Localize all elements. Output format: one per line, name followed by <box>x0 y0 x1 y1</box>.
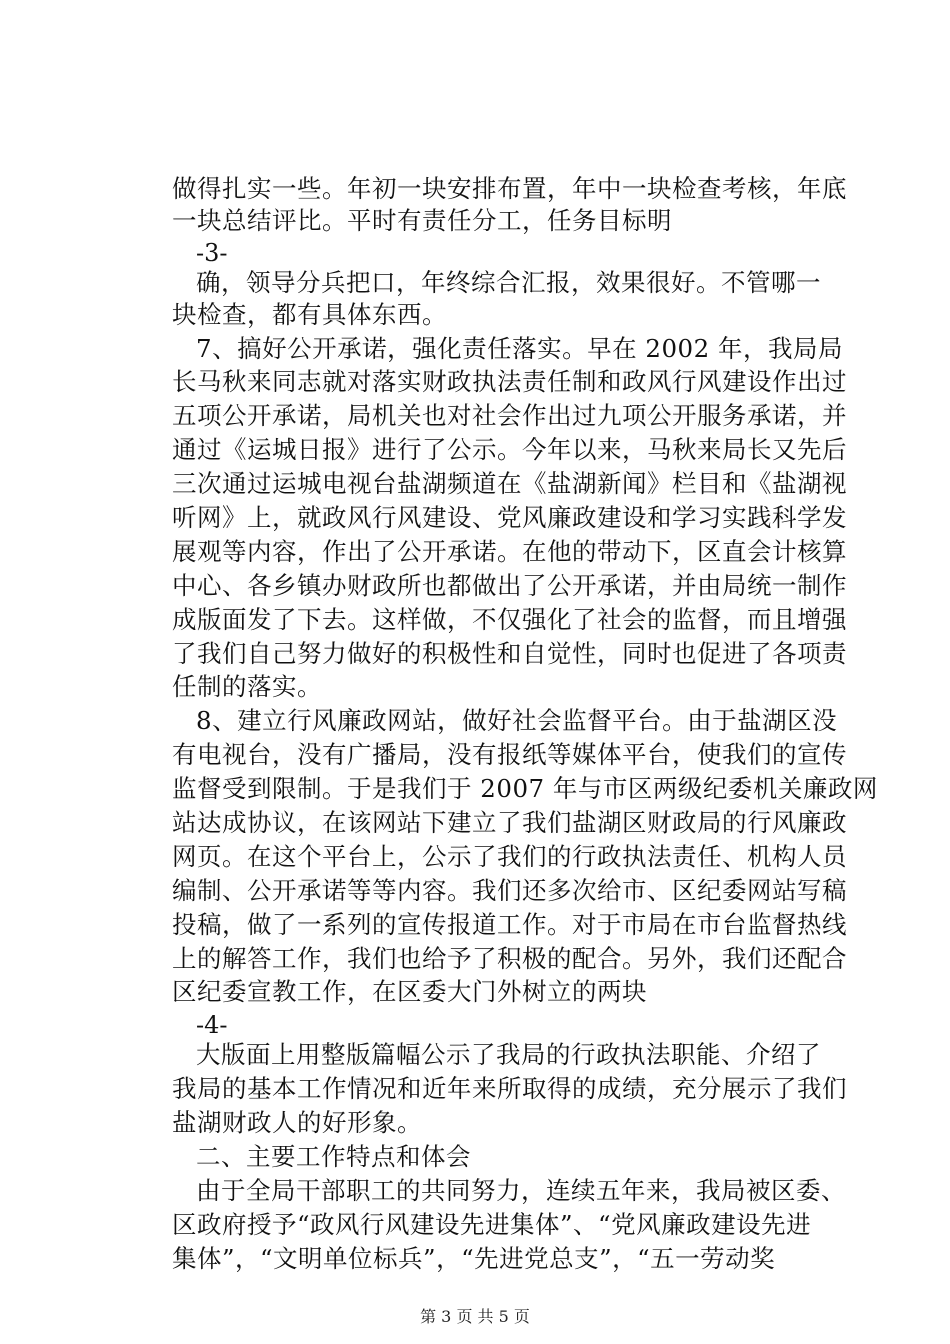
body-line: 集体”，“文明单位标兵”，“先进党总支”，“五一劳动奖 <box>172 1244 776 1273</box>
body-line: 有电视台，没有广播局，没有报纸等媒体平台，使我们的宣传 <box>172 740 847 769</box>
body-line: 一块总结评比。平时有责任分工，任务目标明 <box>172 206 672 235</box>
body-line: 通过《运城日报》进行了公示。今年以来，马秋来局长又先后 <box>172 435 847 464</box>
paragraph-start: 大版面上用整版篇幅公示了我局的行政执法职能、介绍了 <box>196 1040 821 1069</box>
paragraph-start: 由于全局干部职工的共同努力，连续五年来，我局被区委、 <box>196 1176 846 1205</box>
page-marker: -3- <box>196 239 228 267</box>
body-line: 上的解答工作，我们也给予了积极的配合。另外，我们还配合 <box>172 944 847 973</box>
body-line: 站达成协议，在该网站下建立了我们盐湖区财政局的行风廉政 <box>172 808 847 837</box>
body-line: 投稿，做了一系列的宣传报道工作。对于市局在市台监督热线 <box>172 910 847 939</box>
body-line: 三次通过运城电视台盐湖频道在《盐湖新闻》栏目和《盐湖视 <box>172 469 847 498</box>
body-line: 盐湖财政人的好形象。 <box>172 1108 422 1137</box>
body-line: 网页。在这个平台上，公示了我们的行政执法责任、机构人员 <box>172 842 847 871</box>
body-line: 长马秋来同志就对落实财政执法责任制和政风行风建设作出过 <box>172 367 847 396</box>
body-line: 成版面发了下去。这样做，不仅强化了社会的监督，而且增强 <box>172 605 847 634</box>
section-heading: 二、主要工作特点和体会 <box>196 1142 471 1171</box>
page-footer: 第 3 页 共 5 页 <box>420 1307 530 1326</box>
body-line: 中心、各乡镇办财政所也都做出了公开承诺，并由局统一制作 <box>172 571 847 600</box>
body-line: 展观等内容，作出了公开承诺。在他的带动下，区直会计核算 <box>172 537 847 566</box>
body-line: 了我们自己努力做好的积极性和自觉性，同时也促进了各项责 <box>172 639 847 668</box>
body-line: 听网》上，就政风行风建设、党风廉政建设和学习实践科学发 <box>172 503 847 532</box>
paragraph-start: 7、搞好公开承诺，强化责任落实。早在 2002 年，我局局 <box>196 334 844 363</box>
body-line: 区纪委宣教工作，在区委大门外树立的两块 <box>172 977 647 1006</box>
body-line: 五项公开承诺，局机关也对社会作出过九项公开服务承诺，并 <box>172 401 847 430</box>
body-line: 监督受到限制。于是我们于 2007 年与市区两级纪委机关廉政网 <box>172 774 878 803</box>
body-line: 做得扎实一些。年初一块安排布置，年中一块检查考核，年底 <box>172 174 847 203</box>
body-line: 任制的落实。 <box>172 672 322 701</box>
paragraph-start: 8、建立行风廉政网站，做好社会监督平台。由于盐湖区没 <box>196 706 838 735</box>
paragraph-start: 确，领导分兵把口，年终综合汇报，效果很好。不管哪一 <box>196 268 821 297</box>
body-line: 编制、公开承诺等等内容。我们还多次给市、区纪委网站写稿 <box>172 876 847 905</box>
body-line: 我局的基本工作情况和近年来所取得的成绩，充分展示了我们 <box>172 1074 847 1103</box>
page-marker: -4- <box>196 1011 228 1039</box>
body-line: 块检查，都有具体东西。 <box>172 300 447 329</box>
body-line: 区政府授予“政风行风建设先进集体”、“党风廉政建设先进 <box>172 1210 812 1239</box>
